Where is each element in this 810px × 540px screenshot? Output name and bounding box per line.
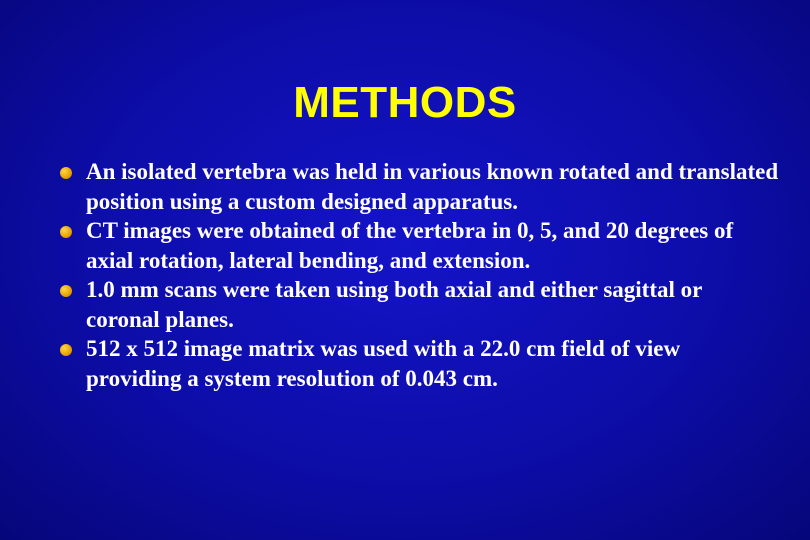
- bullet-list: [60, 157, 780, 393]
- bullet-text: An isolated vertebra was held in various known rotated and translated position using a custom designed apparatus.: [86, 159, 779, 214]
- bullet-item: [60, 275, 780, 334]
- bullet-text: 1.0 mm scans were taken using both axial and either sagittal or coronal planes.: [86, 277, 702, 332]
- bullet-item: [60, 216, 780, 275]
- bullet-dot-icon: [60, 344, 72, 356]
- bullet-dot-icon: [60, 167, 72, 179]
- bullet-item: [60, 334, 780, 393]
- bullet-dot-icon: [60, 285, 72, 297]
- bullet-text: 512 x 512 image matrix was used with a 22.0 cm field of view providing a system resolution of 0.043 cm.: [86, 336, 681, 391]
- slide-title: METHODS: [293, 78, 517, 127]
- bullet-item: [60, 157, 780, 216]
- bullet-dot-icon: [60, 226, 72, 238]
- bullet-text: CT images were obtained of the vertebra in 0, 5, and 20 degrees of axial rotation, lateral bending, and extension.: [86, 218, 734, 273]
